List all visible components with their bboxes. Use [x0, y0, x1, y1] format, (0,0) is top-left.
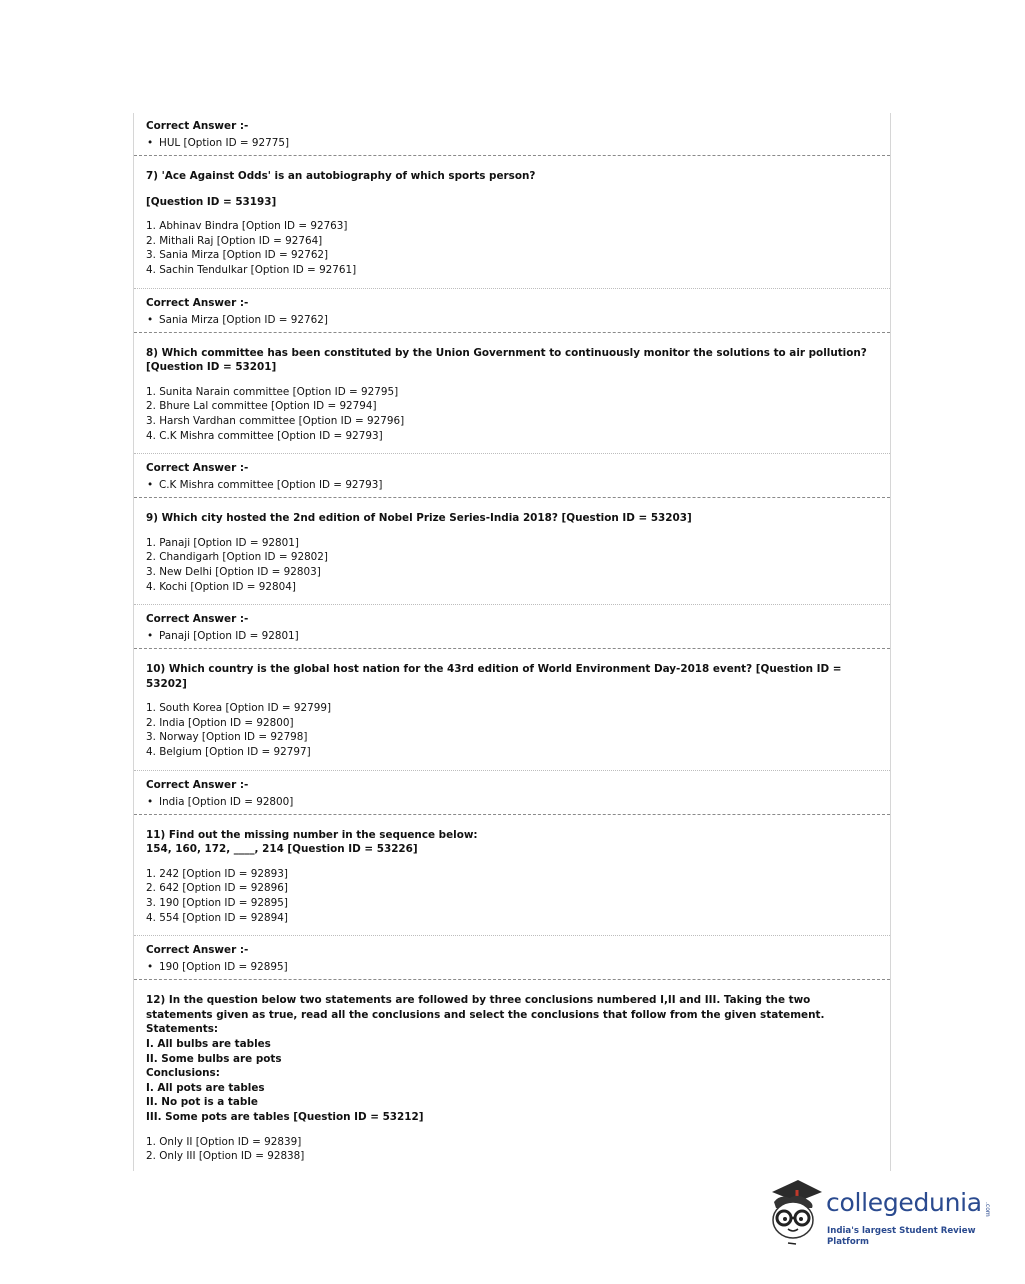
- option-item: 3. 190 [Option ID = 92895]: [146, 897, 288, 910]
- question-text: 11) Find out the missing number in the sequence below:: [146, 828, 478, 841]
- question-sequence: 154, 160, 172, ____, 214 [Question ID = 53226]: [146, 843, 418, 856]
- question-block-q9: [134, 498, 890, 605]
- option-item: 2. Only III [Option ID = 92838]: [146, 1150, 305, 1163]
- question-text: 9) Which city hosted the 2nd edition of Nobel Prize Series-India 2018? [Question ID = 53203]: [146, 512, 692, 525]
- option-item: 3. Sania Mirza [Option ID = 92762]: [146, 249, 329, 262]
- option-item: 2. India [Option ID = 92800]: [146, 716, 294, 729]
- option-item: 2. Chandigarh [Option ID = 92802]: [146, 551, 328, 564]
- option-item: 1. Sunita Narain committee [Option ID = 92795]: [146, 385, 399, 398]
- answer-heading: Correct Answer :-: [146, 613, 249, 626]
- answer-item: [146, 960, 878, 974]
- collegedunia-logo: [764, 1178, 996, 1250]
- answer-block-q8: [134, 454, 890, 498]
- options-list: [146, 219, 878, 277]
- question-block-q8: [134, 333, 890, 455]
- option-item: 4. Sachin Tendulkar [Option ID = 92761]: [146, 263, 357, 276]
- option-item: 1. 242 [Option ID = 92893]: [146, 867, 288, 880]
- answer-heading: Correct Answer :-: [146, 462, 249, 475]
- option-item: 2. Bhure Lal committee [Option ID = 92794]: [146, 400, 377, 413]
- question-block-q12: [134, 980, 890, 1171]
- option-item: 4. Belgium [Option ID = 92797]: [146, 746, 311, 759]
- answer-item: [146, 313, 878, 327]
- statements-heading: Statements:: [146, 1023, 219, 1036]
- option-item: 4. 554 [Option ID = 92894]: [146, 911, 288, 924]
- answer-heading: Correct Answer :-: [146, 296, 249, 309]
- options-list: [146, 1135, 878, 1164]
- answer-text: HUL [Option ID = 92775]: [159, 137, 290, 149]
- bullet-icon: •: [147, 795, 154, 808]
- question-block-q7: [134, 156, 890, 289]
- option-item: 3. Harsh Vardhan committee [Option ID = 92796]: [146, 414, 405, 427]
- option-item: 1. Abhinav Bindra [Option ID = 92763]: [146, 220, 348, 233]
- answer-heading: Correct Answer :-: [146, 944, 249, 957]
- answer-text: Panaji [Option ID = 92801]: [159, 630, 299, 643]
- option-item: 4. Kochi [Option ID = 92804]: [146, 580, 296, 593]
- question-text: 12) In the question below two statements are followed by three conclusions numbered I,II and III. Taking the two statements given as true, read all the conclusions and select the conclusions that follow from the given statement.: [146, 994, 825, 1021]
- logo-wordmark: collegedunia: [826, 1188, 982, 1217]
- answer-heading: Correct Answer :-: [146, 778, 249, 791]
- option-item: 1. South Korea [Option ID = 92799]: [146, 702, 331, 715]
- question-id: [Question ID = 53193]: [146, 195, 277, 208]
- answer-text: Sania Mirza [Option ID = 92762]: [159, 313, 328, 326]
- logo-com: .com: [984, 1202, 991, 1217]
- answer-text: India [Option ID = 92800]: [159, 795, 294, 808]
- answer-heading: Correct Answer :-: [146, 120, 249, 132]
- bullet-icon: •: [147, 479, 154, 492]
- answer-block-q11: [134, 936, 890, 980]
- bullet-icon: •: [147, 313, 154, 326]
- answer-text: C.K Mishra committee [Option ID = 92793]: [159, 479, 383, 492]
- statement-item: II. Some bulbs are pots: [146, 1052, 282, 1065]
- question-text: 7) 'Ace Against Odds' is an autobiography of which sports person?: [146, 170, 536, 182]
- bullet-icon: •: [147, 630, 154, 643]
- conclusions-heading: Conclusions:: [146, 1067, 220, 1080]
- option-item: 4. C.K Mishra committee [Option ID = 92793]: [146, 429, 383, 442]
- option-item: 1. Panaji [Option ID = 92801]: [146, 536, 299, 549]
- option-item: 3. Norway [Option ID = 92798]: [146, 731, 308, 744]
- option-item: 3. New Delhi [Option ID = 92803]: [146, 565, 321, 578]
- mascot-icon: [764, 1178, 824, 1250]
- statement-item: I. All bulbs are tables: [146, 1038, 271, 1050]
- answer-block-q10: [134, 771, 890, 815]
- options-list: [146, 701, 878, 759]
- conclusion-item: I. All pots are tables: [146, 1081, 265, 1094]
- options-list: [146, 536, 878, 594]
- question-text: 8) Which committee has been constituted by the Union Government to continuously monitor the solutions to air pollution? [Question ID = 53201]: [146, 346, 867, 374]
- options-list: [146, 867, 878, 925]
- option-item: 1. Only II [Option ID = 92839]: [146, 1135, 302, 1148]
- answer-item: [146, 478, 878, 492]
- answer-item: [146, 629, 878, 643]
- answer-text: 190 [Option ID = 92895]: [159, 961, 288, 974]
- answer-item: [146, 795, 878, 809]
- question-text: 10) Which country is the global host nation for the 43rd edition of World Environment Day-2018 event? [Question ID = 53202]: [146, 663, 842, 690]
- question-block-q11: [134, 815, 890, 937]
- conclusion-item: II. No pot is a table: [146, 1096, 258, 1109]
- answer-block-q9: [134, 605, 890, 649]
- answer-block-q6: [134, 113, 890, 156]
- logo-tagline: India's largest Student Review Platform: [827, 1226, 976, 1247]
- bullet-icon: •: [147, 961, 154, 974]
- option-item: 2. Mithali Raj [Option ID = 92764]: [146, 234, 323, 247]
- option-item: 2. 642 [Option ID = 92896]: [146, 882, 288, 895]
- question-paper-sheet: [133, 113, 891, 1171]
- options-list: [146, 385, 878, 443]
- answer-item: [146, 136, 878, 150]
- question-block-q10: [134, 649, 890, 771]
- bullet-icon: •: [147, 137, 154, 149]
- answer-block-q7: [134, 289, 890, 333]
- conclusion-item: III. Some pots are tables [Question ID = 53212]: [146, 1110, 424, 1123]
